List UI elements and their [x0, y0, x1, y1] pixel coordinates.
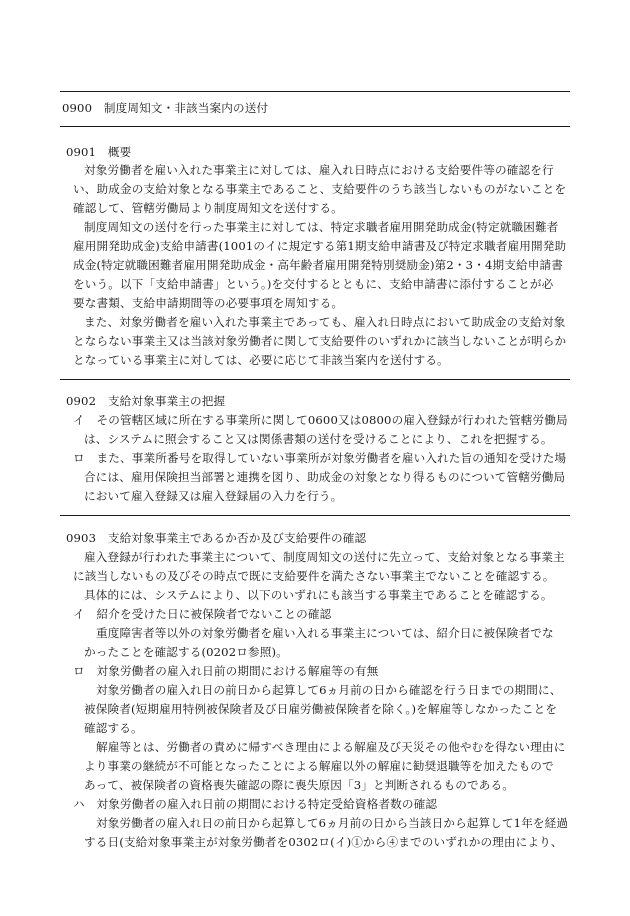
section-0902-line: において雇入登録又は雇入登録届の入力を行う。 — [84, 489, 343, 503]
section-0902-line: イ その管轄区域に所在する事業所に関して0600又は0800の雇入登録が行われた管轄労働局 — [73, 413, 568, 427]
section-0903-line: 確認する。 — [84, 721, 143, 735]
page-title: 0900 制度周知文・非該当案内の送付 — [62, 101, 269, 115]
section-0903-heading: 0903 支給対象事業主であるか否か及び支給要件の確認 — [66, 531, 367, 545]
section-0901-heading: 0901 概要 — [66, 145, 132, 159]
section-0903-line: 対象労働者の雇入れ日の前日から起算して6ヵ月前の日から確認を行う日までの期間に、 — [96, 683, 562, 697]
section-0903-line: ロ 対象労働者の雇入れ日前の期間における解雇等の有無 — [73, 664, 379, 678]
section-0903-line: イ 紹介を受けた日に被保険者でないことの確認 — [73, 607, 332, 621]
section-0901-line: 制度周知文の送付を行った事業主に対しては、特定求職者雇用開発助成金(特定就職困難者 — [84, 220, 559, 234]
section-0901-line: 雇用開発助成金)支給申請書(1001のイに規定する第1期支給申請書及び特定求職者雇用開発助 — [73, 239, 567, 253]
section-0901-line: 確認して、管轄労働局より制度周知文を送付する。 — [73, 201, 343, 215]
section-divider — [60, 379, 570, 380]
section-0901-line: をいう。以下「支給申請書」という。)を交付するとともに、支給申請書に添付することが必 — [73, 277, 554, 291]
section-0903-line: に該当しないもの及びその時点で既に支給要件を満たさない事業主でないことを確認する。 — [73, 569, 555, 583]
section-0903-line: 被保険者(短期雇用特例被保険者及び日雇労働被保険者を除く。)を解雇等しなかったことを — [84, 702, 558, 716]
header-top-rule — [60, 91, 570, 92]
section-0902-line: 合には、雇用保険担当部署と連携を図り、助成金の対象となり得るものについて管轄労働局 — [84, 470, 566, 484]
section-0902-heading: 0902 支給対象事業主の把握 — [66, 394, 226, 408]
section-0903-line: より事業の継続が不可能となったことによる解雇以外の解雇に勧奨退職等を加えたもので — [84, 759, 554, 773]
section-0903-line: かったことを確認する(0202ロ参照)。 — [84, 645, 288, 659]
section-0901-line: となっている事業主に対しては、必要に応じて非該当案内を送付する。 — [73, 353, 449, 367]
section-0903-line: する日(支給対象事業主が対象労働者を0302ロ(イ)①から④までのいずれかの理由により、 — [84, 835, 563, 849]
section-0901-line: 対象労働者を雇い入れた事業主に対しては、雇入れ日時点における支給要件等の確認を行 — [84, 163, 554, 177]
section-divider — [60, 515, 570, 516]
section-0901-line: 要な書類、支給申請期間等の必要事項を周知する。 — [73, 296, 344, 310]
section-0903-line: ハ 対象労働者の雇入れ日前の期間における特定受給資格者数の確認 — [73, 797, 438, 811]
section-0902-line: は、システムに照会すること又は関係書類の送付を受けることにより、これを把握する。 — [84, 432, 553, 446]
section-0903-line: 重度障害者等以外の対象労働者を雇い入れる事業主については、紹介日に被保険者でな — [96, 626, 554, 640]
section-0903-line: あって、被保険者の資格喪失確認の際に喪失原因「3」と判断されるものである。 — [84, 778, 514, 792]
section-0902-line: ロ また、事業所番号を取得していない事業所が対象労働者を雇い入れた旨の通知を受けた場 — [73, 451, 567, 465]
section-0903-line: 解雇等とは、労働者の責めに帰すべき理由による解雇及び天災その他やむを得ない理由に — [96, 740, 566, 754]
section-0901-line: 成金(特定就職困難者雇用開発助成金・高年齢者雇用開発特別奨励金)第2・3・4期支給申請書 — [73, 258, 563, 272]
section-0901-line: とならない事業主又は当該対象労働者に関して支給要件のいずれかに該当しないことが明らか — [73, 334, 567, 348]
header-bottom-rule — [60, 126, 570, 127]
section-0901-line: い、助成金の支給対象となる事業主であること、支給要件のうち該当しないものがないことを — [73, 182, 567, 196]
section-0903-line: 雇入登録が行われた事業主について、制度周知文の送付に先立って、支給対象となる事業主 — [84, 550, 565, 564]
section-0901-line: また、対象労働者を雇い入れた事業主であっても、雇入れ日時点において助成金の支給対象 — [84, 315, 566, 329]
section-0903-line: 対象労働者の雇入れ日の前日から起算して6ヵ月前の日から当該日から起算して1年を経過 — [96, 816, 569, 830]
section-0903-line: 具体的には、システムにより、以下のいずれにも該当する事業主であることを確認する。 — [84, 588, 553, 602]
